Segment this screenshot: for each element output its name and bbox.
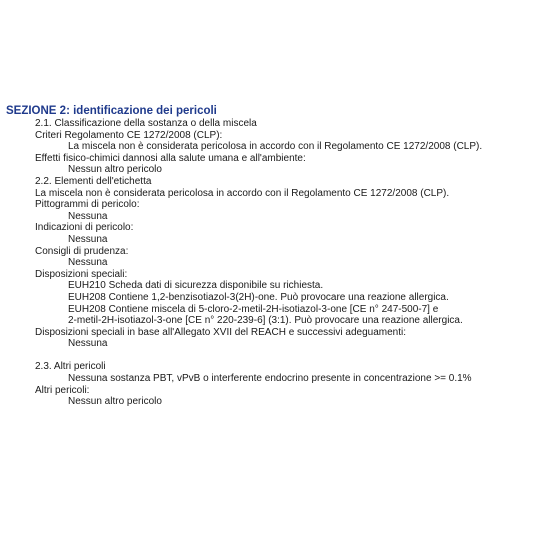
section-body <box>0 118 533 408</box>
text-line: Disposizioni speciali in base all'Allegato XVII del REACH e successivi adeguamenti: <box>35 326 406 338</box>
text-line: Indicazioni di pericolo: <box>35 222 134 234</box>
text-line: Nessuna <box>68 338 108 350</box>
text-line: 2.1. Classificazione della sostanza o della miscela <box>35 118 257 129</box>
text-line: Pittogrammi di pericolo: <box>35 199 140 211</box>
text-line: Consigli di prudenza: <box>35 245 129 257</box>
text-line: La miscela non è considerata pericolosa in accordo con il Regolamento CE 1272/2008 (CLP). <box>68 141 483 153</box>
text-line: Disposizioni speciali: <box>35 268 128 280</box>
text-line: 2-metil-2H-isotiazol-3-one [CE n° 220-239-6] (3:1). Può provocare una reazione allergica. <box>68 315 463 327</box>
text-line: Criteri Regolamento CE 1272/2008 (CLP): <box>35 129 223 141</box>
text-line: 2.2. Elementi dell'etichetta <box>35 175 152 187</box>
text-line: EUH210 Scheda dati di sicurezza disponibile su richiesta. <box>68 280 324 292</box>
text-line: Nessuna <box>68 210 108 222</box>
text-line: Nessuna sostanza PBT, vPvB o interferente endocrino presente in concentrazione >= 0.1% <box>68 373 472 385</box>
text-line: EUH208 Contiene 1,2-benzisotiazol-3(2H)-one. Può provocare una reazione allergica. <box>68 291 449 303</box>
text-line: EUH208 Contiene miscela di 5-cloro-2-metil-2H-isotiazol-3-one [CE n° 247-500-7] e <box>68 303 439 315</box>
text-line: Nessuna <box>68 257 108 269</box>
section-heading: SEZIONE 2: identificazione dei pericoli <box>6 105 217 117</box>
blank-line <box>0 350 533 362</box>
text-line: Nessuna <box>68 233 108 245</box>
text-line: Nessun altro pericolo <box>68 164 162 176</box>
text-line: 2.3. Altri pericoli <box>35 361 106 373</box>
text-line: Effetti fisico-chimici dannosi alla salute umana e all'ambiente: <box>35 152 306 164</box>
document-section <box>0 104 533 408</box>
text-line: Altri pericoli: <box>35 384 90 396</box>
text-line: Nessun altro pericolo <box>68 396 162 408</box>
text-line: La miscela non è considerata pericolosa in accordo con il Regolamento CE 1272/2008 (CLP). <box>35 187 450 199</box>
